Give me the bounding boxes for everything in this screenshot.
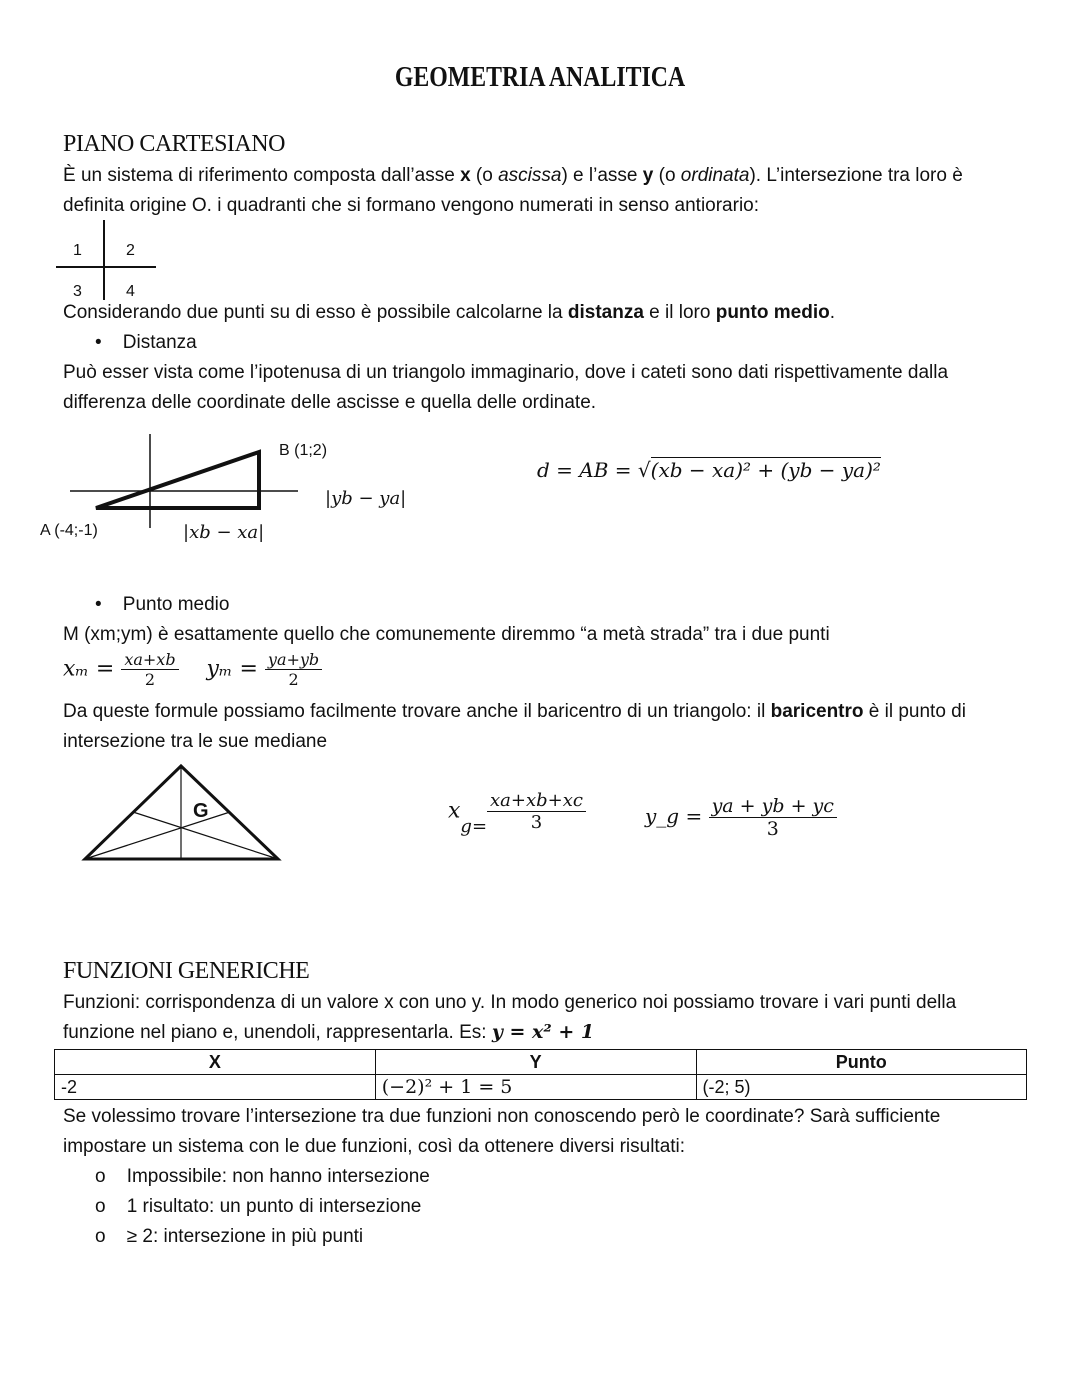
paragraph: impostare un sistema con le due funzioni, così da ottenere diversi risultati: — [63, 1136, 686, 1157]
section-heading-piano: PIANO CARTESIANO — [63, 131, 285, 157]
table-header: Y — [375, 1050, 696, 1075]
dx-label: |xb − xa| — [183, 522, 265, 543]
barycenter-label: G — [193, 800, 209, 822]
section-heading-funzioni: FUNZIONI GENERICHE — [63, 958, 310, 984]
table-cell: (−2)² + 1 = 5 — [375, 1075, 696, 1100]
list-item: o Impossibile: non hanno intersezione — [95, 1166, 430, 1187]
yg-formula: y_g = $\frac{ya + yb + yc}{3}$ — [645, 795, 837, 840]
paragraph: Da queste formule possiamo facilmente trovare anche il baricentro di un triangolo: il baricentro è il punto di — [63, 701, 966, 722]
triangle-medians-diagram — [80, 760, 285, 865]
list-item: o 1 risultato: un punto di intersezione — [95, 1196, 422, 1217]
point-a-label: A (-4;-1) — [40, 522, 98, 539]
quadrant-4: 4 — [126, 283, 135, 300]
xg-formula: $x_{g=}$ $\frac{xa+xb+xc}{3}$ — [448, 790, 586, 833]
table-cell: -2 — [55, 1075, 376, 1100]
paragraph: Considerando due punti su di esso è possibile calcolarne la distanza e il loro punto medio. — [63, 302, 835, 323]
table-header: X — [55, 1050, 376, 1075]
paragraph: funzione nel piano e, unendoli, rappresentarla. Es: y = x² + 1 — [63, 1021, 595, 1043]
paragraph: Se volessimo trovare l’intersezione tra due funzioni non conoscendo però le coordinate? Sarà sufficiente — [63, 1106, 941, 1127]
bullet-distanza: • Distanza — [95, 332, 197, 353]
table-cell: (-2; 5) — [696, 1075, 1027, 1100]
quadrant-2: 1 — [73, 242, 82, 259]
quadrant-diagram — [56, 220, 156, 302]
function-table — [54, 1049, 1027, 1100]
midpoint-formula: xₘ = $\frac{xa+xb}{2}$ yₘ = $\frac{ya+yb}{2}$ — [63, 650, 322, 689]
paragraph: intersezione tra le sue mediane — [63, 731, 328, 752]
paragraph: È un sistema di riferimento composta dall’asse x (o ascissa) e l’asse y (o ordinata). L’intersezione tra loro è — [63, 165, 963, 186]
point-b-label: B (1;2) — [279, 442, 328, 459]
paragraph: Può esser vista come l’ipotenusa di un triangolo immaginario, dove i cateti sono dati rispettivamente dalla — [63, 362, 949, 383]
table-header: Punto — [696, 1050, 1027, 1075]
table-row — [55, 1075, 1027, 1100]
dy-label: |yb − ya| — [325, 488, 407, 509]
paragraph: Funzioni: corrispondenza di un valore x con uno y. In modo generico noi possiamo trovare i vari punti della — [63, 992, 957, 1013]
page-title: GEOMETRIA ANALITICA — [394, 62, 686, 93]
paragraph: definita origine O. i quadranti che si formano vengono numerati in senso antiorario: — [63, 195, 760, 216]
quadrant-3: 3 — [73, 283, 82, 300]
list-item: o ≥ 2: intersezione in più punti — [95, 1226, 364, 1247]
paragraph: M (xm;ym) è esattamente quello che comunemente diremmo “a metà strada” tra i due punti — [63, 624, 830, 645]
quadrant-1: 2 — [126, 242, 135, 259]
paragraph: differenza delle coordinate delle ascisse e quella delle ordinate. — [63, 392, 597, 413]
distance-formula: d = AB = √(xb − xa)² + (yb − ya)² — [537, 458, 881, 482]
bullet-punto-medio: • Punto medio — [95, 594, 230, 615]
